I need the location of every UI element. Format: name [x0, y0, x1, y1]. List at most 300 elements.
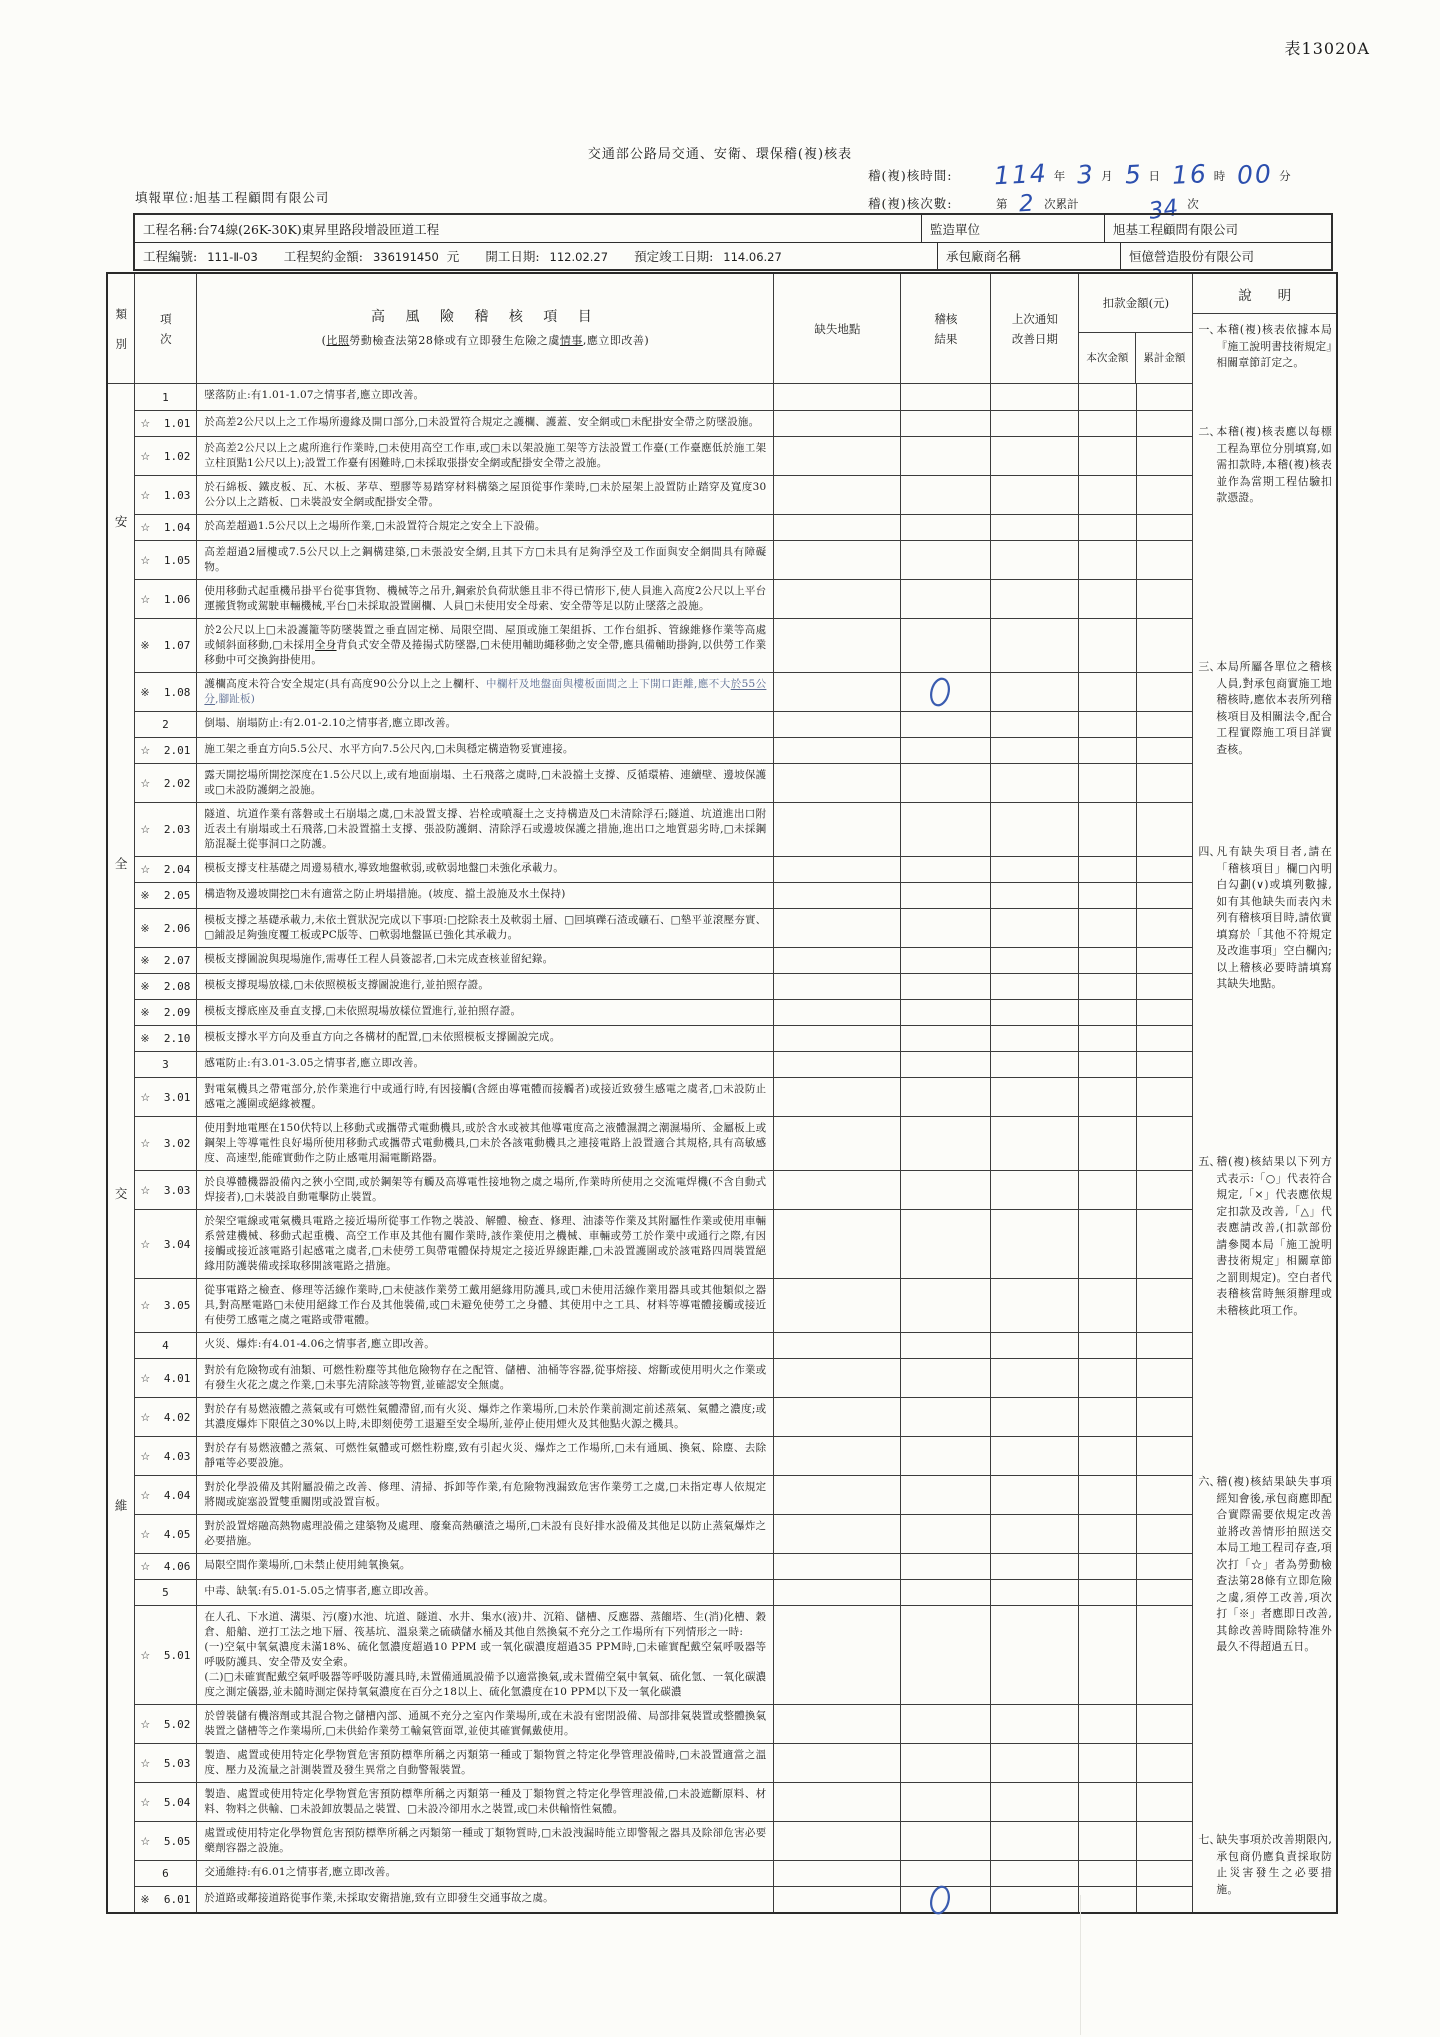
last-notice-cell [991, 948, 1079, 973]
item-number: 1.05 [163, 553, 191, 567]
last-notice-cell [991, 857, 1079, 882]
deduction-this-cell [1079, 541, 1137, 579]
defect-location-cell [774, 384, 901, 410]
note-number: 七、 [1198, 1833, 1221, 1846]
table-row [135, 802, 1192, 856]
item-number: 3.04 [163, 1237, 191, 1251]
priority-star-icon: ☆ [140, 1237, 151, 1251]
priority-star-icon: ※ [140, 889, 150, 902]
category-char: 交 [114, 1186, 128, 1201]
deduction-this-cell [1079, 1398, 1137, 1436]
deduction-this-cell [1079, 1606, 1137, 1704]
table-row [135, 579, 1192, 618]
item-number-cell [135, 1171, 197, 1209]
audit-result-cell [901, 673, 991, 711]
item-number: 4.01 [163, 1371, 191, 1385]
item-number-cell [135, 857, 197, 882]
project-name-row [135, 215, 1331, 242]
deduction-this-cell [1079, 738, 1137, 763]
priority-star-icon: ☆ [140, 553, 151, 567]
item-number: 2.05 [163, 889, 191, 902]
table-row [135, 973, 1192, 999]
item-text: 構造物及邊坡開挖□未有適當之防止坍塌措施。(坡度、擋土設施及水土保持) [197, 883, 774, 908]
audit-result-cell [901, 580, 991, 618]
note-number: 五、 [1198, 1155, 1221, 1168]
deduction-this-cell [1079, 948, 1137, 973]
item-number: 5.03 [163, 1756, 191, 1770]
deduction-this-cell [1079, 1705, 1137, 1743]
last-notice-cell [991, 1078, 1079, 1116]
audit-result-cell [901, 1744, 991, 1782]
audit-result-cell [901, 541, 991, 579]
item-text: 對於存有易燃液體之蒸氣或有可燃性氣體滯留,而有火災、爆炸之作業場所,□未於作業前測定前述蒸氣、氣體之濃度;或其濃度爆炸下限值之30%以上時,未即刻使勞工退避至安全場所,並停止使用煙火及其他點火源之機具。 [197, 1398, 774, 1436]
audit-result-cell [901, 1398, 991, 1436]
defect-location-cell [774, 1744, 901, 1782]
note-text: 本稽(複)核表應以每標工程為單位分別填寫,如需扣款時,本稽(複)核表並作為當期工程估驗扣款憑證。 [1216, 425, 1332, 504]
defect-location-cell [774, 1822, 901, 1860]
deduction-this-cell [1079, 1744, 1137, 1782]
deduction-this-cell [1079, 437, 1137, 475]
deduction-total-cell [1137, 384, 1192, 410]
priority-star-icon: ※ [140, 980, 150, 993]
note-number: 六、 [1198, 1475, 1221, 1488]
audit-result-cell [901, 764, 991, 802]
item-number-cell [135, 384, 197, 410]
item-text: 交通維持:有6.01之情事者,應立即改善。 [197, 1861, 774, 1886]
remark-note [1198, 322, 1332, 372]
deduction-total-cell [1137, 948, 1192, 973]
col-header-deduction-this: 本次金額 [1079, 333, 1136, 383]
deduction-total-cell [1137, 1437, 1192, 1475]
deduction-this-cell [1079, 1279, 1137, 1332]
defect-location-cell [774, 909, 901, 947]
last-notice-cell [991, 738, 1079, 763]
defect-location-cell [774, 1554, 901, 1579]
priority-star-icon: ☆ [140, 1090, 151, 1104]
deduction-this-cell [1079, 673, 1137, 711]
table-row [135, 1077, 1192, 1116]
defect-location-cell [774, 619, 901, 672]
item-text: 於良導體機器設備內之狹小空間,或於鋼架等有觸及高導電性接地物之虞之場所,作業時所使用之交流電焊機(不含自動式焊接者),□未裝設自動電擊防止裝置。 [197, 1171, 774, 1209]
defect-location-cell [774, 515, 901, 540]
defect-location-cell [774, 1437, 901, 1475]
priority-star-icon: ☆ [140, 1648, 151, 1662]
deduction-total-cell [1137, 1580, 1192, 1605]
supervisor-value: 旭基工程顧問有限公司 [1104, 215, 1331, 242]
item-number: 6.01 [163, 1893, 191, 1906]
last-notice-cell [991, 476, 1079, 514]
item-number: 2.03 [163, 823, 191, 836]
table-row [135, 908, 1192, 947]
deduction-total-cell [1137, 1210, 1192, 1278]
deduction-total-cell [1137, 673, 1192, 711]
defect-location-cell [774, 1887, 901, 1912]
item-number-cell [135, 1333, 197, 1358]
deduction-this-cell [1079, 619, 1137, 672]
defect-location-cell [774, 738, 901, 763]
defect-location-cell [774, 803, 901, 856]
item-number-cell [135, 1515, 197, 1553]
deduction-this-cell [1079, 1861, 1137, 1886]
defect-location-cell [774, 1279, 901, 1332]
col-header-deduction-total: 累計金額 [1143, 352, 1186, 364]
last-notice-cell [991, 1606, 1079, 1704]
project-no: 工程編號: 111-Ⅱ-03 [143, 249, 258, 264]
audit-result-cell [901, 1210, 991, 1278]
table-row [135, 410, 1192, 436]
item-text: 墜落防止:有1.01-1.07之情事者,應立即改善。 [197, 384, 774, 410]
last-notice-cell [991, 883, 1079, 908]
item-text: 火災、爆炸:有4.01-4.06之情事者,應立即改善。 [197, 1333, 774, 1358]
audit-result-cell [901, 476, 991, 514]
deduction-total-cell [1137, 1705, 1192, 1743]
table-row [135, 1209, 1192, 1278]
item-text: 於2公尺以上□未設護籠等防墜裝置之垂直固定梯、局限空間、屋頂或施工架組拆、工作台組拆、管線維修作業等高處或傾斜面移動,□未採用全身背負式安全帶及捲揚式防墜器,□未使用輔助繩移動之安全帶,應具備輔助掛鉤,以供勞工作業移動中可交換鉤掛使用。 [197, 619, 774, 672]
deduction-this-cell [1079, 476, 1137, 514]
remarks-column [1192, 274, 1336, 1912]
item-text: 感電防止:有3.01-3.05之情事者,應立即改善。 [197, 1052, 774, 1077]
item-number: 2.10 [163, 1032, 191, 1045]
deduction-this-cell [1079, 1171, 1137, 1209]
audit-result-cell [901, 1580, 991, 1605]
table-row [135, 1116, 1192, 1170]
last-notice-cell [991, 541, 1079, 579]
last-notice-cell [991, 1476, 1079, 1514]
deduction-total-cell [1137, 857, 1192, 882]
priority-star-icon: ☆ [140, 1299, 151, 1312]
col-header-last-notice: 上次通知 改善日期 [991, 274, 1079, 383]
table-row [135, 1821, 1192, 1860]
deduction-this-cell [1079, 1210, 1137, 1278]
item-number: 1.06 [163, 592, 191, 606]
handwritten-circle-mark [927, 674, 953, 710]
item-text: 對電氣機具之帶電部分,於作業進行中或通行時,有因接觸(含經由導電體而接觸者)或接近致發生感電之虞者,□未設防止感電之護圍或絕緣被覆。 [197, 1078, 774, 1116]
audit-result-cell [901, 384, 991, 410]
audit-count-field: 稽(複)核次數: 第 2 次累計 34 次 [868, 190, 1199, 225]
handwritten-month: 3 [1076, 159, 1096, 190]
deduction-total-cell [1137, 1861, 1192, 1886]
deduction-total-cell [1137, 738, 1192, 763]
table-row [135, 856, 1192, 882]
page-title: 交通部公路局交通、安衛、環保稽(複)核表 [587, 147, 853, 162]
deduction-this-cell [1079, 384, 1137, 410]
remark-note [1198, 1154, 1332, 1319]
note-number: 一、 [1198, 323, 1221, 336]
last-notice-cell [991, 1333, 1079, 1358]
last-notice-cell [991, 1554, 1079, 1579]
deduction-total-cell [1137, 1078, 1192, 1116]
deduction-this-cell [1079, 411, 1137, 436]
last-notice-cell [991, 1822, 1079, 1860]
deduction-this-cell [1079, 1052, 1137, 1077]
remarks-body [1193, 314, 1336, 1912]
item-number: 6 [162, 1867, 169, 1880]
defect-location-cell [774, 580, 901, 618]
last-notice-cell [991, 619, 1079, 672]
col-header-item-no: 項 次 [135, 274, 197, 383]
item-number: 5.02 [163, 1717, 191, 1731]
priority-star-icon: ☆ [140, 1756, 151, 1770]
last-notice-cell [991, 764, 1079, 802]
item-number: 1.04 [163, 521, 191, 534]
item-number: 2.04 [163, 863, 191, 876]
deduction-this-cell [1079, 1000, 1137, 1025]
deduction-total-cell [1137, 1515, 1192, 1553]
deduction-this-cell [1079, 1783, 1137, 1821]
defect-location-cell [774, 1359, 901, 1397]
item-number-cell [135, 803, 197, 856]
audit-result-cell [901, 1606, 991, 1704]
item-number-cell [135, 1437, 197, 1475]
defect-location-cell [774, 1210, 901, 1278]
handwritten-count-this: 2 [1018, 190, 1035, 218]
project-detail-row [135, 242, 1331, 269]
item-number: 1.08 [163, 685, 191, 699]
table-row [135, 1332, 1192, 1358]
priority-star-icon: ☆ [140, 592, 151, 606]
table-row [135, 1553, 1192, 1579]
note-text: 稽(複)核結果以下列方式表示:「○」代表符合規定,「×」代表應依規定扣款及改善,「△」代表應請改善,(扣款部份請參閱本局「施工說明書技術規定」相關章節之罰則規定)。空白者代表稽核當時無須辦理或未稽核此項工作。 [1216, 1155, 1332, 1317]
last-notice-cell [991, 411, 1079, 436]
audit-result-cell [901, 803, 991, 856]
table-row [135, 1782, 1192, 1821]
item-number-cell [135, 515, 197, 540]
audit-result-cell [901, 1515, 991, 1553]
item-number: 3.01 [163, 1090, 191, 1104]
note-text: 本稽(複)核表依據本局『施工說明書技術規定』相關章節訂定之。 [1216, 323, 1332, 369]
last-notice-cell [991, 1580, 1079, 1605]
deduction-total-cell [1137, 411, 1192, 436]
item-number-cell [135, 1887, 197, 1912]
item-text: 施工架之垂直方向5.5公尺、水平方向7.5公尺內,□未與穩定構造物妥實連接。 [197, 738, 774, 763]
col-header-defect-location: 缺失地點 [774, 274, 901, 383]
item-number: 2.06 [163, 921, 191, 935]
end-date: 預定竣工日期: 114.06.27 [634, 249, 782, 264]
item-number-cell [135, 1000, 197, 1025]
defect-location-cell [774, 1078, 901, 1116]
item-number-cell [135, 1359, 197, 1397]
item-text: 於高差2公尺以上之工作場所邊緣及開口部分,□未設置符合規定之護欄、護蓋、安全網或□未配掛安全帶之防墜設施。 [197, 411, 774, 436]
item-number: 4.03 [163, 1449, 191, 1463]
last-notice-cell [991, 1515, 1079, 1553]
deduction-total-cell [1137, 619, 1192, 672]
deduction-total-cell [1137, 764, 1192, 802]
deduction-total-cell [1137, 1822, 1192, 1860]
item-text: 模板支撐水平方向及垂直方向之各構材的配置,□未依照模板支撐圖說完成。 [197, 1026, 774, 1051]
note-text: 本局所屬各單位之稽核人員,對承包商實施工地稽核時,應依本表所列稽核項目及相關法令,配合工程實際施工項目詳實查核。 [1216, 660, 1332, 756]
item-number: 3.05 [163, 1299, 191, 1312]
table-row [135, 1278, 1192, 1332]
item-number-cell [135, 712, 197, 737]
audit-result-cell [901, 1052, 991, 1077]
last-notice-cell [991, 712, 1079, 737]
table-row [135, 1475, 1192, 1514]
deduction-total-cell [1137, 712, 1192, 737]
deduction-this-cell [1079, 1117, 1137, 1170]
deduction-this-cell [1079, 580, 1137, 618]
item-text: 於石綿板、鐵皮板、瓦、木板、茅草、塑膠等易踏穿材料構築之屋頂從事作業時,□未於屋架上設置防止踏穿及寬度30公分以上之踏板、□未裝設安全網或配掛安全帶。 [197, 476, 774, 514]
deduction-total-cell [1137, 1052, 1192, 1077]
defect-location-cell [774, 857, 901, 882]
defect-location-cell [774, 764, 901, 802]
item-number-cell [135, 883, 197, 908]
deduction-this-cell [1079, 803, 1137, 856]
table-row [135, 540, 1192, 579]
defect-location-cell [774, 948, 901, 973]
audit-result-cell [901, 1171, 991, 1209]
priority-star-icon: ☆ [140, 1834, 151, 1848]
item-number-cell [135, 909, 197, 947]
item-text: 對於化學設備及其附屬設備之改善、修理、清掃、拆卸等作業,有危險物洩漏致危害作業勞工之虞,□未指定專人依規定將閥或旋塞設置雙重關閉或設置盲板。 [197, 1476, 774, 1514]
audit-result-cell [901, 1026, 991, 1051]
item-number-cell [135, 1476, 197, 1514]
table-row [135, 1436, 1192, 1475]
project-info-table [133, 213, 1333, 271]
priority-star-icon: ※ [140, 1893, 150, 1906]
deduction-this-cell [1079, 1333, 1137, 1358]
col-header-item: 高 風 險 稽 核 項 目 (比照勞動檢查法第28條或有立即發生危險之虞情事,應立即改善) [197, 274, 774, 383]
item-number-cell [135, 673, 197, 711]
item-number: 1.07 [163, 639, 191, 652]
priority-star-icon: ※ [140, 639, 150, 652]
item-number: 4 [162, 1339, 169, 1352]
item-number-cell [135, 1554, 197, 1579]
item-number-cell [135, 1606, 197, 1704]
audit-result-cell [901, 1279, 991, 1332]
item-number: 2.02 [163, 776, 191, 790]
item-number: 4.04 [163, 1488, 191, 1502]
deduction-total-cell [1137, 1171, 1192, 1209]
item-number: 1.01 [163, 417, 191, 430]
defect-location-cell [774, 1476, 901, 1514]
last-notice-cell [991, 1052, 1079, 1077]
item-number-cell [135, 1744, 197, 1782]
deduction-this-cell [1079, 1359, 1137, 1397]
table-row [135, 737, 1192, 763]
audit-result-cell [901, 1554, 991, 1579]
item-number-cell [135, 1398, 197, 1436]
priority-star-icon: ☆ [140, 1717, 151, 1731]
remark-note [1198, 1832, 1332, 1898]
item-number-cell [135, 764, 197, 802]
deduction-total-cell [1137, 1279, 1192, 1332]
handwritten-count-total: 34 [1147, 195, 1180, 225]
deduction-total-cell [1137, 476, 1192, 514]
remarks-header: 說明 [1193, 274, 1336, 314]
deduction-total-cell [1137, 1744, 1192, 1782]
priority-star-icon: ☆ [140, 776, 151, 790]
priority-star-icon: ※ [140, 1006, 150, 1019]
item-text: 於道路或鄰接道路從事作業,未採取安衛措施,致有立即發生交通事故之虞。 [197, 1887, 774, 1912]
audit-result-cell [901, 883, 991, 908]
checklist-table [106, 272, 1338, 1914]
audit-result-cell [901, 1078, 991, 1116]
priority-star-icon: ☆ [140, 488, 151, 502]
contractor-value: 恒億營造股份有限公司 [1120, 243, 1331, 269]
deduction-this-cell [1079, 1887, 1137, 1912]
table-row [135, 1514, 1192, 1553]
checklist-rows [135, 384, 1192, 1912]
category-column [108, 274, 135, 1912]
priority-star-icon: ☆ [140, 521, 151, 534]
table-header-row [135, 274, 1192, 384]
defect-location-cell [774, 1026, 901, 1051]
audit-result-cell [901, 1476, 991, 1514]
item-number-cell [135, 1822, 197, 1860]
item-text: 對於存有易燃液體之蒸氣、可燃性氣體或可燃性粉塵,致有引起火災、爆炸之工作場所,□未有通風、換氣、除塵、去除靜電等必要設施。 [197, 1437, 774, 1475]
audit-result-cell [901, 857, 991, 882]
audit-result-cell [901, 411, 991, 436]
col-header-deduction: 扣款金額(元) 本次金額 累計金額 [1079, 274, 1192, 383]
item-number: 2.07 [163, 954, 191, 967]
deduction-this-cell [1079, 712, 1137, 737]
item-text: 模板支撐支柱基礎之周邊易積水,導致地盤軟弱,或軟弱地盤□未強化承載力。 [197, 857, 774, 882]
item-number-cell [135, 1580, 197, 1605]
item-text: 製造、處置或使用特定化學物質危害預防標準所稱之丙類第一種或丁類物質之特定化學管理設備時,□未設置適當之溫度、壓力及流量之計測裝置及發生異常之自動警報裝置。 [197, 1744, 774, 1782]
deduction-this-cell [1079, 764, 1137, 802]
scan-fold-artifact [1080, 1895, 1081, 2035]
deduction-this-cell [1079, 909, 1137, 947]
priority-star-icon: ☆ [140, 1527, 151, 1541]
priority-star-icon: ☆ [140, 1560, 151, 1573]
item-number-cell [135, 541, 197, 579]
deduction-total-cell [1137, 1333, 1192, 1358]
priority-star-icon: ☆ [140, 449, 151, 463]
defect-location-cell [774, 673, 901, 711]
priority-star-icon: ☆ [140, 1488, 151, 1502]
audit-time-field: 稽(複)核時間: 114 年 3 月 5 日 16 時 00 分 [868, 158, 1291, 191]
item-number: 2.01 [163, 744, 191, 757]
deduction-total-cell [1137, 1887, 1192, 1912]
note-text: 缺失事項於改善期限內,承包商仍應負責採取防止災害發生之必要措施。 [1216, 1833, 1332, 1896]
item-text: 在人孔、下水道、溝渠、污(廢)水池、坑道、隧道、水井、集水(液)井、沉箱、儲槽、反應器、蒸餾塔、生(消)化槽、穀倉、船艙、逆打工法之地下層、筏基坑、溫泉業之硫磺儲水桶及其他自然換氣不充分之工作場所有下列情形之一時: (一)空氣中氧氣濃度未滿18%、硫化氫濃度超過10 PPM 或一氧化碳濃度超過35 PPM時,□未確實配戴空氣呼吸器等呼吸防護具、安全帶及安全索。 (二)□未確實配戴空氣呼吸器等呼吸防護具時,未置備通風設備予以適當換氣,或未置備空氣中氧氣、硫化氫、一氧化碳濃度之測定儀器,並未隨時測定保持氧氣濃度在百分之18以上、硫化氫濃度在10 PPM以下及一氧化碳濃 [197, 1606, 774, 1704]
handwritten-year: 114 [993, 158, 1049, 191]
last-notice-cell [991, 1279, 1079, 1332]
note-text: 稽(複)核結果缺失事項經知會後,承包商應即配合實際需要依規定改善並將改善情形拍照送交本局工地工程司存查,項次打「☆」者為勞動檢查法第28條有立即危險之虞,須停工改善,項次打「※」者應即日改善,其餘改善時間除特准外最久不得超過五日。 [1216, 1475, 1332, 1653]
item-text: 隧道、坑道作業有落磐或土石崩塌之虞,□未設置支撐、岩栓或噴凝土之支持構造及□未清除浮石;隧道、坑道進出口附近表土有崩塌或土石飛落,□未設置擋土支撐、張設防護網、清除浮石或邊坡保護之措施,進出口之地質惡劣時,□未採鋼筋混凝土從事洞口之防護。 [197, 803, 774, 856]
last-notice-cell [991, 1887, 1079, 1912]
deduction-total-cell [1137, 883, 1192, 908]
item-number: 5.04 [163, 1795, 191, 1809]
item-number-cell [135, 1210, 197, 1278]
table-row [135, 1860, 1192, 1886]
table-row [135, 947, 1192, 973]
deduction-total-cell [1137, 541, 1192, 579]
priority-star-icon: ☆ [140, 1137, 151, 1150]
audit-result-cell [901, 1117, 991, 1170]
audit-result-cell [901, 738, 991, 763]
item-text: 模板支撐現場放樣,□未依照模板支撐圖說進行,並拍照存證。 [197, 974, 774, 999]
deduction-total-cell [1137, 580, 1192, 618]
remark-note [1198, 844, 1332, 993]
audit-result-cell [901, 1705, 991, 1743]
last-notice-cell [991, 1117, 1079, 1170]
audit-result-cell [901, 948, 991, 973]
defect-location-cell [774, 1783, 901, 1821]
audit-result-cell [901, 1359, 991, 1397]
deduction-this-cell [1079, 883, 1137, 908]
priority-star-icon: ※ [140, 1032, 150, 1045]
table-row [135, 1743, 1192, 1782]
item-text: 從事電路之檢查、修理等活線作業時,□未使該作業勞工戴用絕緣用防護具,或□未使用活線作業用器具或其他類似之器具,對高壓電路□未使用絕緣工作台及其他裝備,或□未避免使勞工之身體、其使用中之工具、材料等導電體接觸或接近有使勞工感電之虞之電路或帶電體。 [197, 1279, 774, 1332]
deduction-this-cell [1079, 1554, 1137, 1579]
defect-location-cell [774, 1000, 901, 1025]
last-notice-cell [991, 1210, 1079, 1278]
defect-location-cell [774, 1333, 901, 1358]
category-char: 維 [114, 1498, 128, 1513]
priority-star-icon: ☆ [140, 1795, 151, 1809]
category-vertical-label [108, 384, 134, 1912]
